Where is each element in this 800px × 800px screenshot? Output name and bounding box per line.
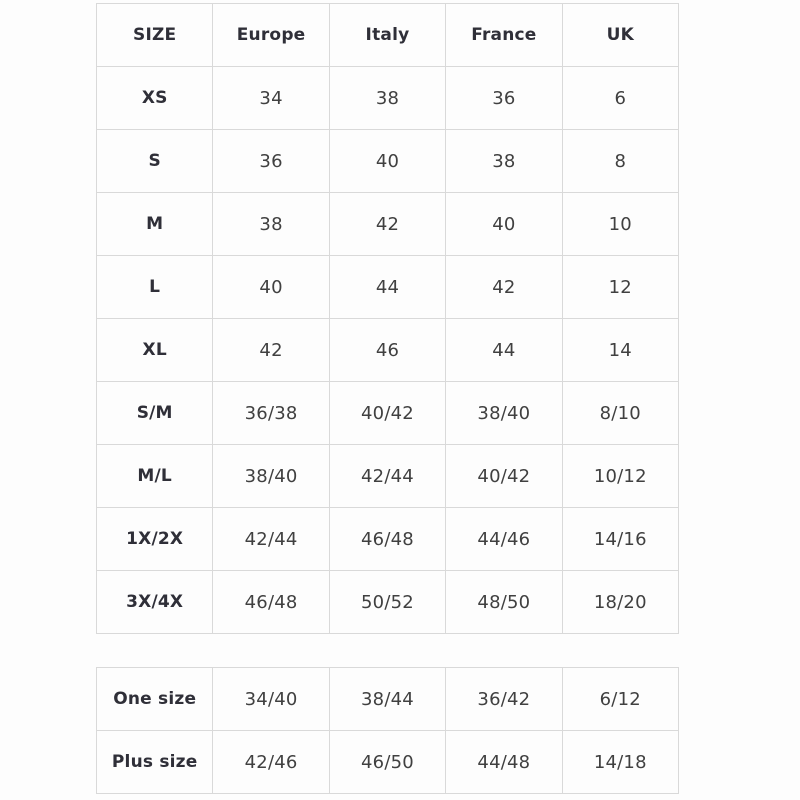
size-label: Plus size [97,731,213,794]
size-label: One size [97,668,213,731]
size-value: 36/42 [446,668,562,731]
size-value: 10 [562,193,678,256]
size-value: 40 [213,256,329,319]
size-value: 42 [329,193,445,256]
size-label: 3X/4X [97,571,213,634]
table-row [97,130,679,193]
size-value: 48/50 [446,571,562,634]
size-value: 50/52 [329,571,445,634]
size-value: 46/48 [213,571,329,634]
size-value: 46 [329,319,445,382]
size-value: 6/12 [562,668,678,731]
table-row [97,67,679,130]
size-value: 38/40 [213,445,329,508]
size-table-header [97,4,679,67]
size-label: XS [97,67,213,130]
size-value: 34 [213,67,329,130]
header-row [97,4,679,67]
column-header-size: SIZE [97,4,213,67]
size-label: 1X/2X [97,508,213,571]
table-row [97,731,679,794]
size-label: S/M [97,382,213,445]
table-row [97,445,679,508]
column-header-italy: Italy [329,4,445,67]
size-table-secondary [96,667,679,794]
size-value: 38 [329,67,445,130]
size-value: 14/18 [562,731,678,794]
size-value: 18/20 [562,571,678,634]
size-label: M [97,193,213,256]
size-table-secondary-body [97,668,679,794]
size-label: M/L [97,445,213,508]
table-row [97,571,679,634]
size-value: 42/46 [213,731,329,794]
size-value: 46/50 [329,731,445,794]
size-conversion-chart [96,3,679,794]
table-row [97,508,679,571]
size-value: 38/44 [329,668,445,731]
column-header-uk: UK [562,4,678,67]
size-value: 14 [562,319,678,382]
size-value: 14/16 [562,508,678,571]
size-value: 34/40 [213,668,329,731]
size-value: 44 [446,319,562,382]
size-value: 36/38 [213,382,329,445]
table-row [97,668,679,731]
table-row [97,193,679,256]
table-row [97,256,679,319]
size-value: 40 [446,193,562,256]
size-value: 42/44 [329,445,445,508]
size-value: 36 [213,130,329,193]
size-value: 8 [562,130,678,193]
size-value: 40/42 [329,382,445,445]
size-table-main-body [97,67,679,634]
size-value: 40 [329,130,445,193]
size-value: 42 [446,256,562,319]
size-value: 46/48 [329,508,445,571]
column-header-france: France [446,4,562,67]
size-value: 38 [446,130,562,193]
size-value: 38 [213,193,329,256]
table-row [97,382,679,445]
column-header-europe: Europe [213,4,329,67]
size-label: XL [97,319,213,382]
size-label: S [97,130,213,193]
size-value: 44/48 [446,731,562,794]
size-value: 10/12 [562,445,678,508]
table-row [97,319,679,382]
size-value: 8/10 [562,382,678,445]
size-value: 6 [562,67,678,130]
size-value: 40/42 [446,445,562,508]
size-value: 42/44 [213,508,329,571]
size-table-main [96,3,679,634]
size-value: 44 [329,256,445,319]
size-label: L [97,256,213,319]
size-value: 38/40 [446,382,562,445]
size-value: 12 [562,256,678,319]
size-value: 42 [213,319,329,382]
size-value: 44/46 [446,508,562,571]
size-value: 36 [446,67,562,130]
